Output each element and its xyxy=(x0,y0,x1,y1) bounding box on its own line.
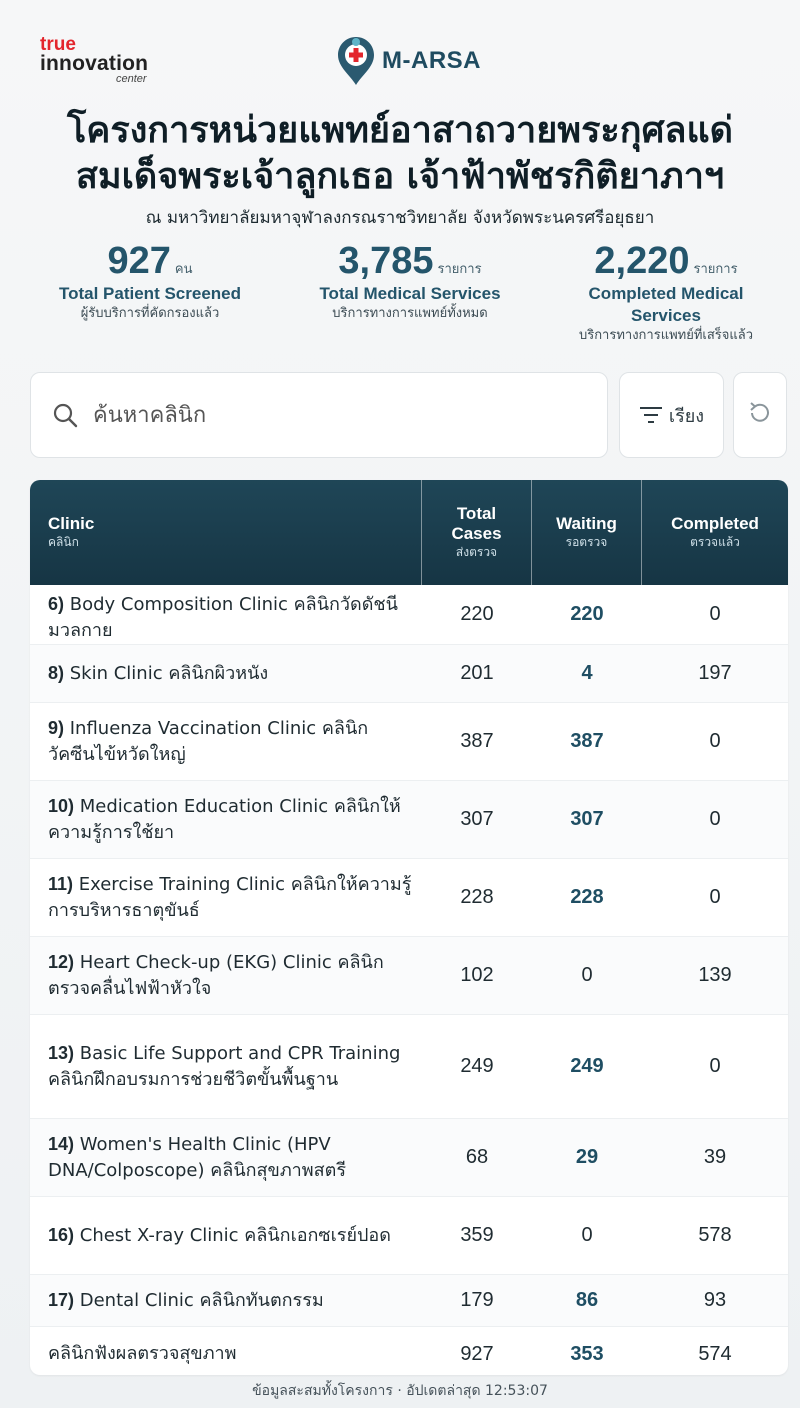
clinic-search-input[interactable] xyxy=(93,403,573,428)
header-label-en: Total Cases xyxy=(451,504,502,543)
clinic-number: 16) xyxy=(48,1225,75,1245)
clinic-name-cell xyxy=(30,591,422,644)
clinic-search-box[interactable] xyxy=(30,372,608,458)
stat-unit: รายการ xyxy=(437,262,482,277)
stat-label-en: Completed Medical Services xyxy=(588,284,744,325)
clinic-name-cell xyxy=(30,1341,422,1367)
header-label-th: รอตรวจ xyxy=(565,535,608,549)
stat-label-th: บริการทางการแพทย์ทั้งหมด xyxy=(332,306,488,321)
table-header xyxy=(30,480,788,585)
clinic-name-cell xyxy=(30,1131,422,1184)
clinic-number: 9) xyxy=(48,718,65,738)
completed-cell: 39 xyxy=(703,1146,727,1168)
table-row[interactable] xyxy=(30,1119,788,1197)
true-logo-word: true xyxy=(40,34,76,55)
stat-patients-screened xyxy=(30,240,270,323)
waiting-cell: 249 xyxy=(570,1055,604,1077)
waiting-cell: 228 xyxy=(570,886,604,908)
stat-unit: คน xyxy=(174,262,193,277)
stat-completed-services xyxy=(550,240,782,345)
completed-cell: 574 xyxy=(698,1342,732,1365)
total-cases-cell: 359 xyxy=(460,1224,494,1246)
total-cases-cell: 68 xyxy=(465,1146,489,1168)
total-cases-cell: 201 xyxy=(460,662,494,684)
completed-cell: 0 xyxy=(709,1055,721,1077)
stat-value: 927 xyxy=(107,240,171,282)
stat-value: 3,785 xyxy=(338,240,434,282)
column-header-completed[interactable] xyxy=(642,480,788,585)
marsa-logo-icon xyxy=(336,35,376,87)
completed-cell: 197 xyxy=(698,662,732,684)
clinic-name: Medication Education Clinic คลินิกให้ความรู้การใช้ยา xyxy=(48,796,401,843)
total-cases-cell: 179 xyxy=(460,1289,494,1311)
waiting-cell: 387 xyxy=(570,730,604,752)
table-body xyxy=(30,585,788,1375)
table-row[interactable] xyxy=(30,781,788,859)
table-row[interactable] xyxy=(30,645,788,703)
project-title-line1: โครงการหน่วยแพทย์อาสาถวายพระกุศลแด่ xyxy=(66,110,734,151)
clinic-name-cell xyxy=(30,949,422,1002)
completed-cell: 578 xyxy=(698,1224,732,1246)
stat-label-th: ผู้รับบริการที่คัดกรองแล้ว xyxy=(80,306,220,321)
refresh-button[interactable] xyxy=(733,372,787,458)
table-row[interactable] xyxy=(30,1197,788,1275)
search-icon xyxy=(51,401,79,429)
column-header-total[interactable] xyxy=(422,480,532,585)
project-title-line2: สมเด็จพระเจ้าลูกเธอ เจ้าฟ้าพัชรกิติยาภาฯ xyxy=(75,156,725,197)
total-cases-cell: 307 xyxy=(460,808,494,830)
clinic-name: Basic Life Support and CPR Training คลินิกฝึกอบรมการช่วยชีวิตขั้นพื้นฐาน xyxy=(48,1043,401,1090)
total-cases-cell: 228 xyxy=(460,886,494,908)
clinic-number: 10) xyxy=(48,796,75,816)
clinic-name: Dental Clinic คลินิกทันตกรรม xyxy=(79,1290,324,1311)
clinic-name: Body Composition Clinic คลินิกวัดดัชนีมวลกาย xyxy=(48,594,398,641)
completed-cell: 0 xyxy=(709,886,721,908)
sort-button[interactable] xyxy=(619,372,724,458)
header-label-th: ตรวจแล้ว xyxy=(690,535,740,549)
column-header-waiting[interactable] xyxy=(532,480,642,585)
waiting-cell: 220 xyxy=(570,603,604,625)
clinic-name-cell xyxy=(30,660,422,687)
waiting-cell: 0 xyxy=(581,964,593,986)
innovation-logo-word: innovation xyxy=(40,52,149,75)
header-label-en: Clinic xyxy=(48,514,95,533)
table-row[interactable] xyxy=(30,937,788,1015)
waiting-cell: 29 xyxy=(575,1146,599,1168)
clinic-name-cell xyxy=(30,1222,422,1249)
stat-label-en: Total Patient Screened xyxy=(58,284,241,303)
table-row[interactable] xyxy=(30,1015,788,1119)
completed-cell: 139 xyxy=(698,964,732,986)
stat-label-en: Total Medical Services xyxy=(319,284,501,303)
waiting-cell: 4 xyxy=(581,662,593,684)
completed-cell: 0 xyxy=(709,603,721,625)
center-logo-word: center xyxy=(116,73,147,85)
clinic-number: 17) xyxy=(48,1290,75,1310)
last-updated-note: ข้อมูลสะสมทั้งโครงการ · อัปเดตล่าสุด 12:53:07 xyxy=(252,1383,548,1399)
clinic-name: Exercise Training Clinic คลินิกให้ความรู้การบริหารธาตุขันธ์ xyxy=(48,874,412,921)
clinic-name-cell xyxy=(30,1040,422,1093)
total-cases-cell: 927 xyxy=(460,1342,494,1365)
header-label-en: Completed xyxy=(671,514,759,533)
clinic-table xyxy=(30,480,788,1375)
stat-value: 2,220 xyxy=(594,240,690,282)
clinic-number: 8) xyxy=(48,663,65,683)
total-cases-cell: 249 xyxy=(460,1055,494,1077)
column-header-clinic[interactable] xyxy=(30,480,422,585)
header-label-th: ส่งตรวจ xyxy=(455,545,498,559)
clinic-name: Chest X-ray Clinic คลินิกเอกซเรย์ปอด xyxy=(79,1225,391,1246)
clinic-number: 14) xyxy=(48,1134,75,1154)
header-label-en: Waiting xyxy=(556,514,617,533)
clinic-name: Skin Clinic คลินิกผิวหนัง xyxy=(69,663,269,684)
clinic-name: คลินิกฟังผลตรวจสุขภาพ xyxy=(48,1343,237,1364)
filter-lines-icon xyxy=(639,405,663,425)
waiting-cell: 86 xyxy=(575,1289,599,1311)
waiting-cell: 353 xyxy=(570,1342,604,1365)
venue-subtitle: ณ มหาวิทยาลัยมหาจุฬาลงกรณราชวิทยาลัย จังหวัดพระนครศรีอยุธยา xyxy=(145,208,655,228)
clinic-name: Influenza Vaccination Clinic คลินิกวัคซีนไข้หวัดใหญ่ xyxy=(48,718,369,765)
table-row[interactable] xyxy=(30,859,788,937)
clinic-number: 12) xyxy=(48,952,75,972)
marsa-wordmark: M-ARSA xyxy=(382,47,481,74)
marsa-brand xyxy=(336,34,481,88)
clinic-name: Heart Check-up (EKG) Clinic คลินิกตรวจคลื่นไฟฟ้าหัวใจ xyxy=(48,952,384,999)
total-cases-cell: 220 xyxy=(460,603,494,625)
completed-cell: 0 xyxy=(709,730,721,752)
table-row[interactable] xyxy=(30,703,788,781)
refresh-icon xyxy=(747,400,773,430)
clinic-name-cell xyxy=(30,871,422,924)
table-row[interactable] xyxy=(30,1327,788,1375)
clinic-name: Women's Health Clinic (HPV DNA/Colposcope) คลินิกสุขภาพสตรี xyxy=(48,1134,347,1181)
top-bar xyxy=(0,0,800,100)
waiting-cell: 307 xyxy=(570,808,604,830)
clinic-name-cell xyxy=(30,1287,422,1314)
total-cases-cell: 387 xyxy=(460,730,494,752)
clinic-name-cell xyxy=(30,793,422,846)
stat-label-th: บริการทางการแพทย์ที่เสร็จแล้ว xyxy=(578,328,754,343)
clinic-name-cell xyxy=(30,715,422,768)
stat-total-services xyxy=(290,240,530,323)
header-label-th: คลินิก xyxy=(48,535,79,549)
table-row[interactable] xyxy=(30,585,788,645)
clinic-number: 11) xyxy=(48,874,74,894)
sort-button-label: เรียง xyxy=(668,405,705,427)
true-innovation-logo xyxy=(40,36,180,86)
total-cases-cell: 102 xyxy=(460,964,494,986)
completed-cell: 0 xyxy=(709,808,721,830)
waiting-cell: 0 xyxy=(581,1224,593,1246)
stat-unit: รายการ xyxy=(693,262,738,277)
table-row[interactable] xyxy=(30,1275,788,1327)
clinic-number: 13) xyxy=(48,1043,75,1063)
completed-cell: 93 xyxy=(703,1289,727,1311)
clinic-number: 6) xyxy=(48,594,65,614)
